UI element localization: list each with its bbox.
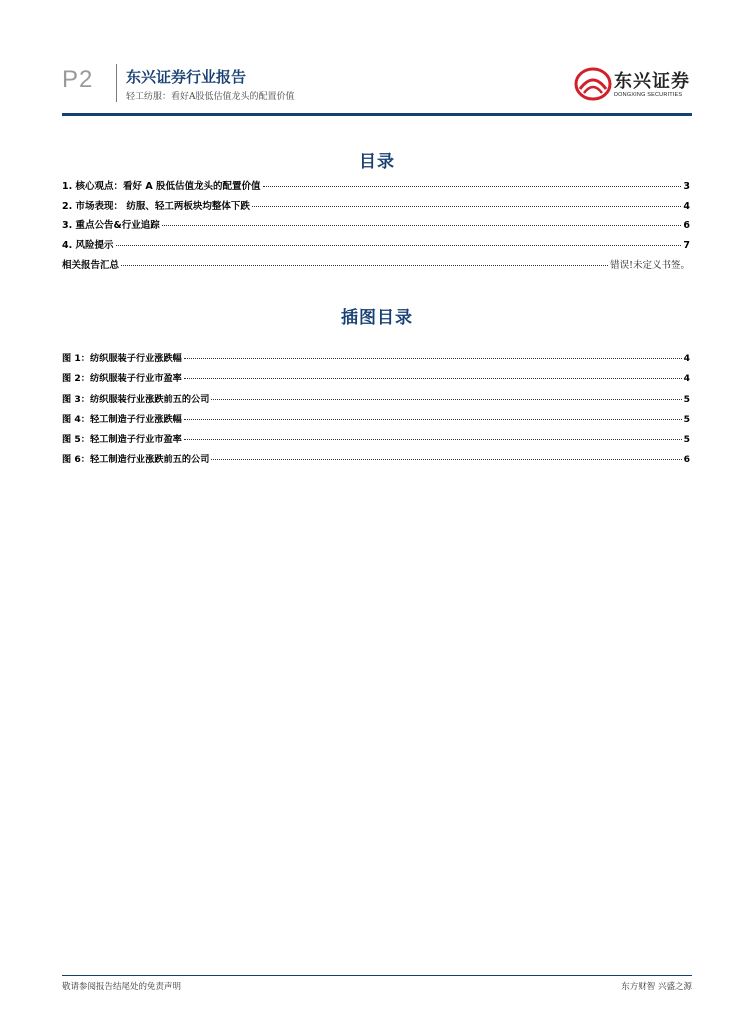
dot-leader <box>162 225 682 226</box>
figure-entry-page: 4 <box>683 373 690 385</box>
figure-entry-label: 图 4：轻工制造子行业涨跌幅 <box>62 413 182 425</box>
figure-entry-page: 5 <box>683 393 690 405</box>
toc-entry-page: 错误!未定义书签。 <box>610 259 690 271</box>
figure-entry-label: 图 2：纺织服装子行业市盈率 <box>62 373 182 385</box>
page-number: P2 <box>62 66 94 93</box>
dot-leader <box>184 358 682 359</box>
dot-leader <box>184 378 682 379</box>
dot-leader <box>116 245 682 246</box>
toc-entry-page: 6 <box>683 220 690 232</box>
figure-entry[interactable] <box>62 391 690 411</box>
figure-entry-page: 5 <box>683 413 690 425</box>
footer-disclaimer: 敬请参阅报告结尾处的免责声明 <box>62 982 182 992</box>
dot-leader <box>211 459 681 460</box>
toc-entry[interactable] <box>62 257 690 277</box>
logo-text-en: DONGXING SECURITIES <box>614 92 683 98</box>
report-subtitle: 轻工纺服：看好A股低估值龙头的配置价值 <box>126 92 295 102</box>
toc-entry[interactable] <box>62 217 690 237</box>
toc-entry-label: 相关报告汇总 <box>62 259 120 271</box>
logo-emblem-icon <box>574 67 612 101</box>
toc-entry-label: 1. 核心观点：看好 A 股低估值龙头的配置价值 <box>62 181 261 192</box>
figures-title: 插图目录 <box>341 308 413 328</box>
figure-entry[interactable] <box>62 350 690 370</box>
toc-entry-label: 4. 风险提示 <box>62 240 114 252</box>
company-logo <box>574 64 694 104</box>
figure-entry-label: 图 5：轻工制造子行业市盈率 <box>62 434 182 446</box>
figure-entry[interactable] <box>62 411 690 431</box>
dot-leader <box>211 399 681 400</box>
figure-entry-label: 图 1：纺织服装子行业涨跌幅 <box>62 353 182 364</box>
footer-slogan: 东方财智 兴盛之源 <box>621 982 692 992</box>
toc-entry-label: 3. 重点公告&行业追踪 <box>62 220 160 232</box>
figure-entry[interactable] <box>62 370 690 390</box>
figure-entry-page: 6 <box>683 454 690 466</box>
logo-text-cn: 东兴证券 <box>614 71 690 92</box>
toc-title: 目录 <box>359 152 395 172</box>
figure-entry[interactable] <box>62 431 690 451</box>
header-divider <box>116 64 117 102</box>
figure-entry-page: 5 <box>683 434 690 446</box>
toc-entry-page: 7 <box>683 240 690 252</box>
toc-list <box>62 178 690 276</box>
figure-entry-label: 图 3：纺织服装行业涨跌前五的公司 <box>62 393 210 405</box>
figure-entry-page: 4 <box>683 353 690 364</box>
figure-entry-label: 图 6：轻工制造行业涨跌前五的公司 <box>62 454 210 466</box>
report-title: 东兴证券行业报告 <box>126 68 247 86</box>
dot-leader <box>263 186 682 187</box>
header-rule <box>62 113 692 116</box>
toc-entry[interactable] <box>62 198 690 218</box>
toc-entry[interactable] <box>62 178 690 198</box>
figure-entry[interactable] <box>62 451 690 471</box>
toc-entry[interactable] <box>62 237 690 257</box>
figures-list <box>62 350 690 472</box>
footer-rule <box>62 975 692 976</box>
dot-leader <box>252 206 682 207</box>
toc-entry-page: 4 <box>683 200 690 212</box>
dot-leader <box>184 419 682 420</box>
toc-entry-label: 2. 市场表现： 纺服、轻工两板块均整体下跌 <box>62 200 250 212</box>
dot-leader <box>184 439 682 440</box>
toc-entry-page: 3 <box>683 181 690 192</box>
dot-leader <box>121 265 608 266</box>
